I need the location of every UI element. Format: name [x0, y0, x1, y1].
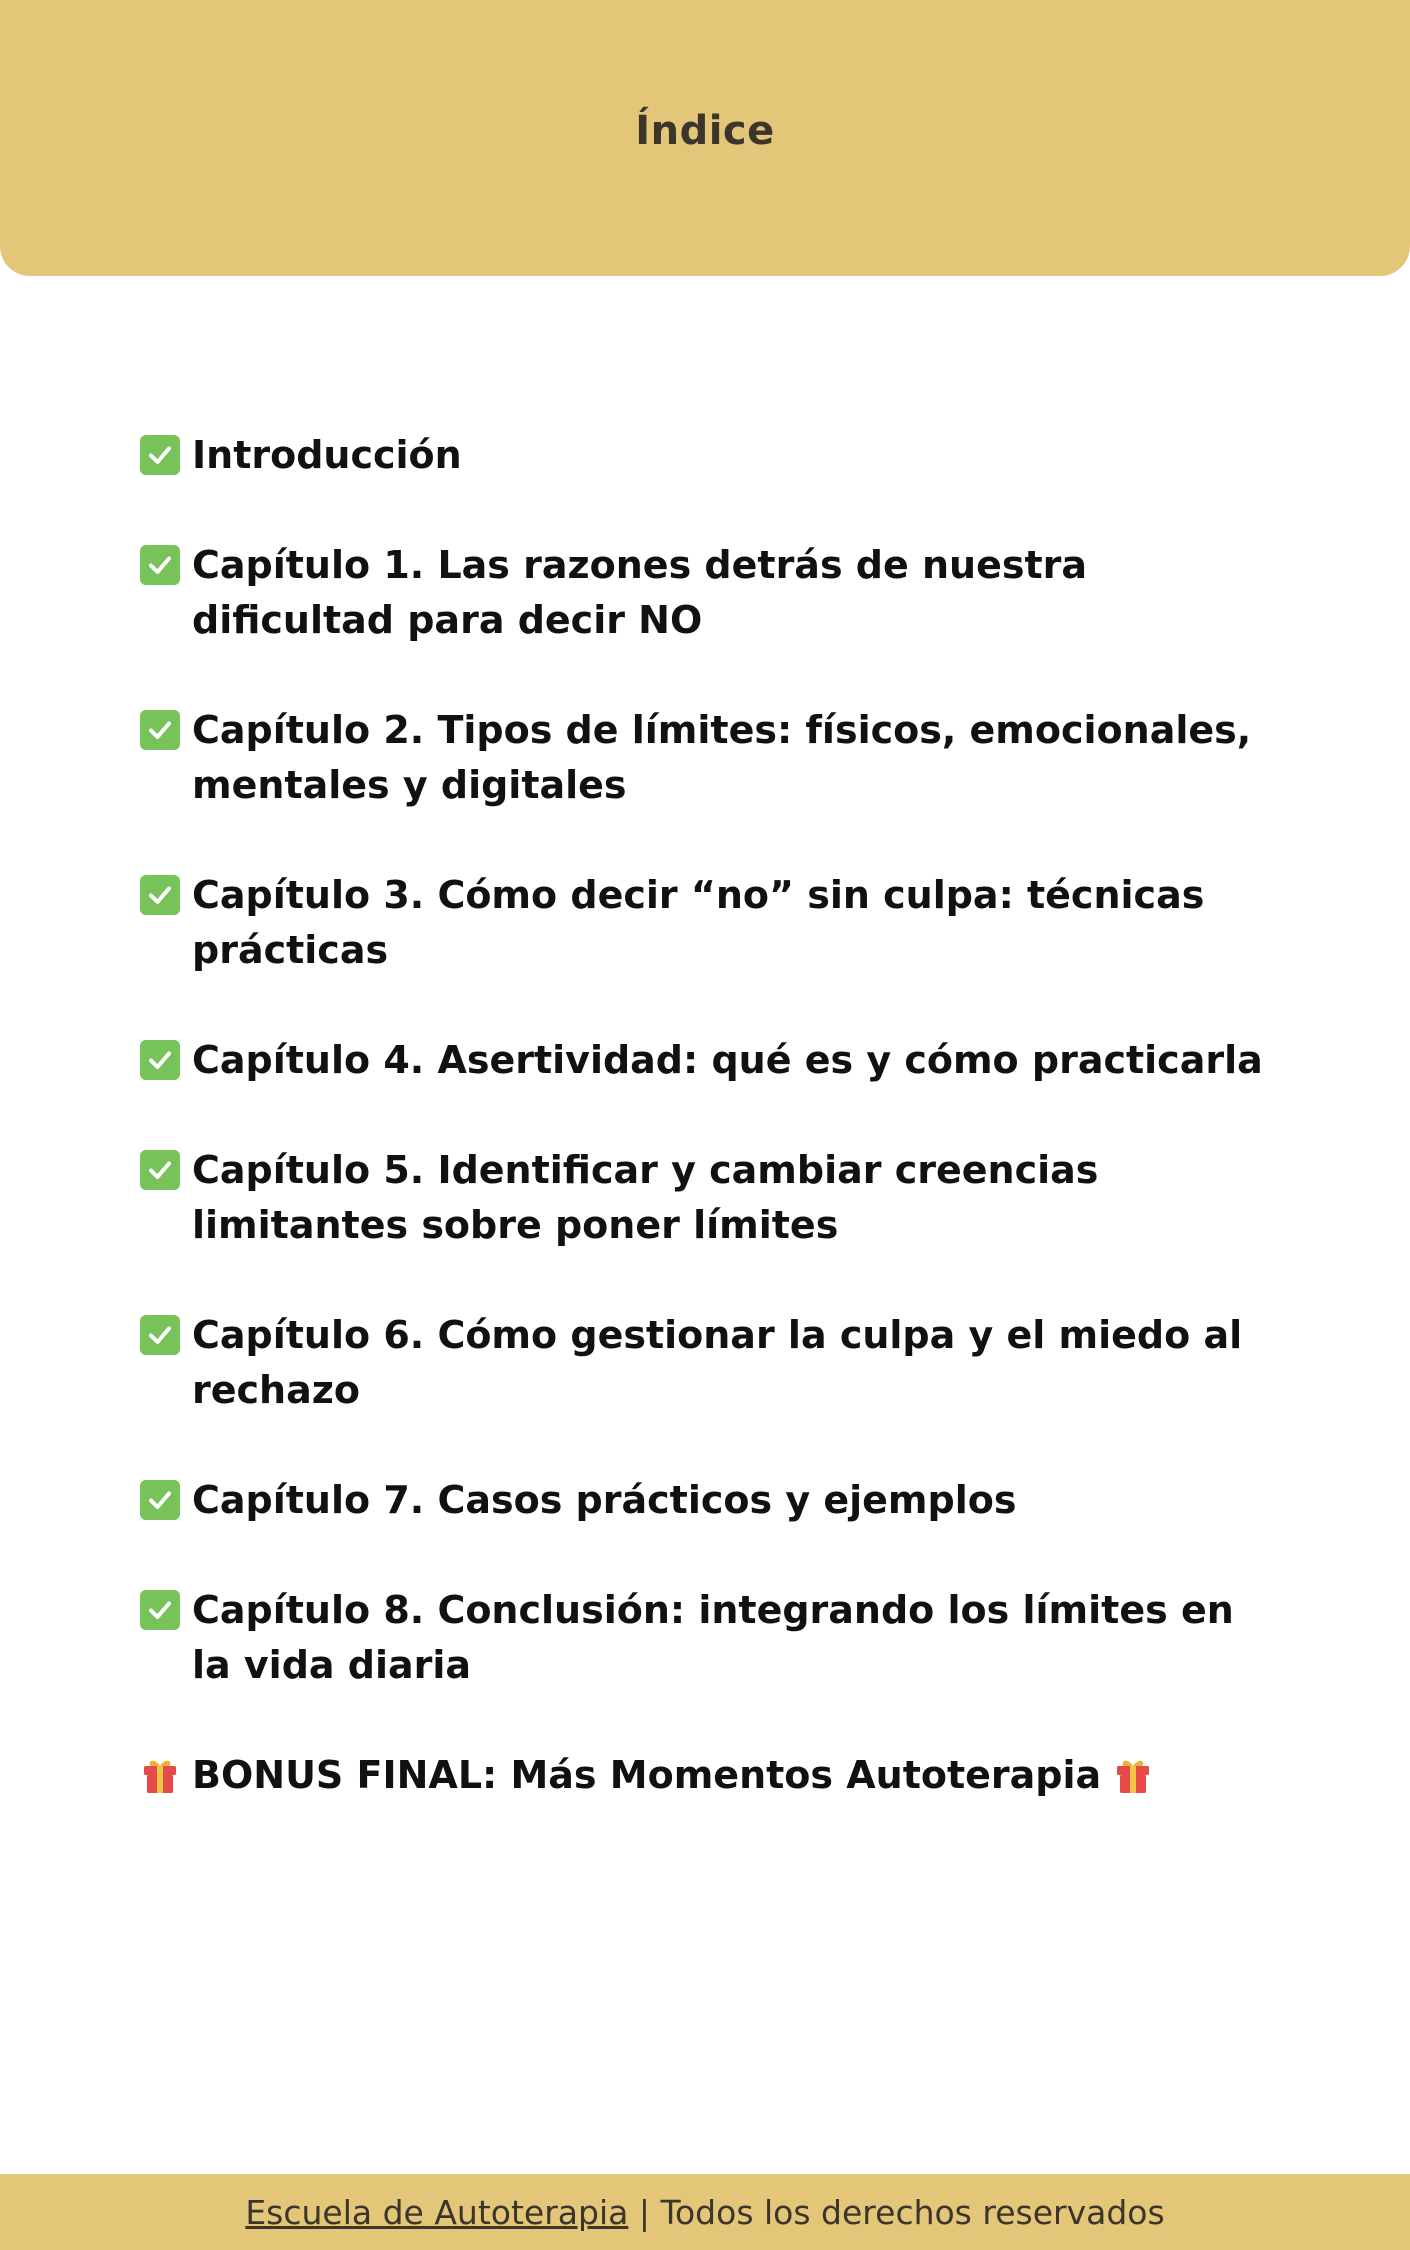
check-icon [140, 1150, 180, 1190]
toc-item-label: Capítulo 3. Cómo decir “no” sin culpa: técnicas prácticas [192, 873, 1205, 972]
page-title: Índice [635, 108, 775, 154]
check-icon [140, 435, 180, 475]
toc-item-label: Capítulo 8. Conclusión: integrando los límites en la vida diaria [192, 1588, 1234, 1687]
check-icon [140, 545, 180, 585]
toc-item-label: Introducción [192, 433, 462, 477]
toc-item-label: Capítulo 2. Tipos de límites: físicos, emocionales, mentales y digitales [192, 708, 1252, 807]
toc-item-capitulo-5 [140, 1143, 1280, 1253]
toc-item-label: Capítulo 1. Las razones detrás de nuestra dificultad para decir NO [192, 543, 1088, 642]
toc-item-label: BONUS FINAL: Más Momentos Autoterapia [192, 1753, 1102, 1797]
table-of-contents [140, 428, 1280, 1858]
toc-item-label: Capítulo 5. Identificar y cambiar creencias limitantes sobre poner límites [192, 1148, 1099, 1247]
toc-item-label: Capítulo 7. Casos prácticos y ejemplos [192, 1478, 1017, 1522]
check-icon [140, 710, 180, 750]
toc-item-capitulo-3 [140, 868, 1280, 978]
toc-item-capitulo-1 [140, 538, 1280, 648]
check-icon [140, 1040, 180, 1080]
header-banner [0, 0, 1410, 276]
check-icon [140, 1480, 180, 1520]
check-icon [140, 875, 180, 915]
check-icon [140, 1315, 180, 1355]
toc-item-introduccion [140, 428, 1280, 483]
gift-icon [140, 1755, 180, 1795]
toc-item-capitulo-8 [140, 1583, 1280, 1693]
toc-item-capitulo-2 [140, 703, 1280, 813]
footer [0, 2174, 1410, 2250]
toc-item-capitulo-6 [140, 1308, 1280, 1418]
toc-item-bonus [140, 1748, 1280, 1803]
footer-link-escuela[interactable]: Escuela de Autoterapia [245, 2192, 629, 2232]
toc-item-capitulo-7 [140, 1473, 1280, 1528]
footer-rights-text: | Todos los derechos reservados [628, 2192, 1165, 2232]
check-icon [140, 1590, 180, 1630]
toc-item-capitulo-4 [140, 1033, 1280, 1088]
toc-item-label: Capítulo 6. Cómo gestionar la culpa y el miedo al rechazo [192, 1313, 1243, 1412]
toc-item-label: Capítulo 4. Asertividad: qué es y cómo practicarla [192, 1038, 1263, 1082]
gift-icon [1113, 1755, 1153, 1795]
